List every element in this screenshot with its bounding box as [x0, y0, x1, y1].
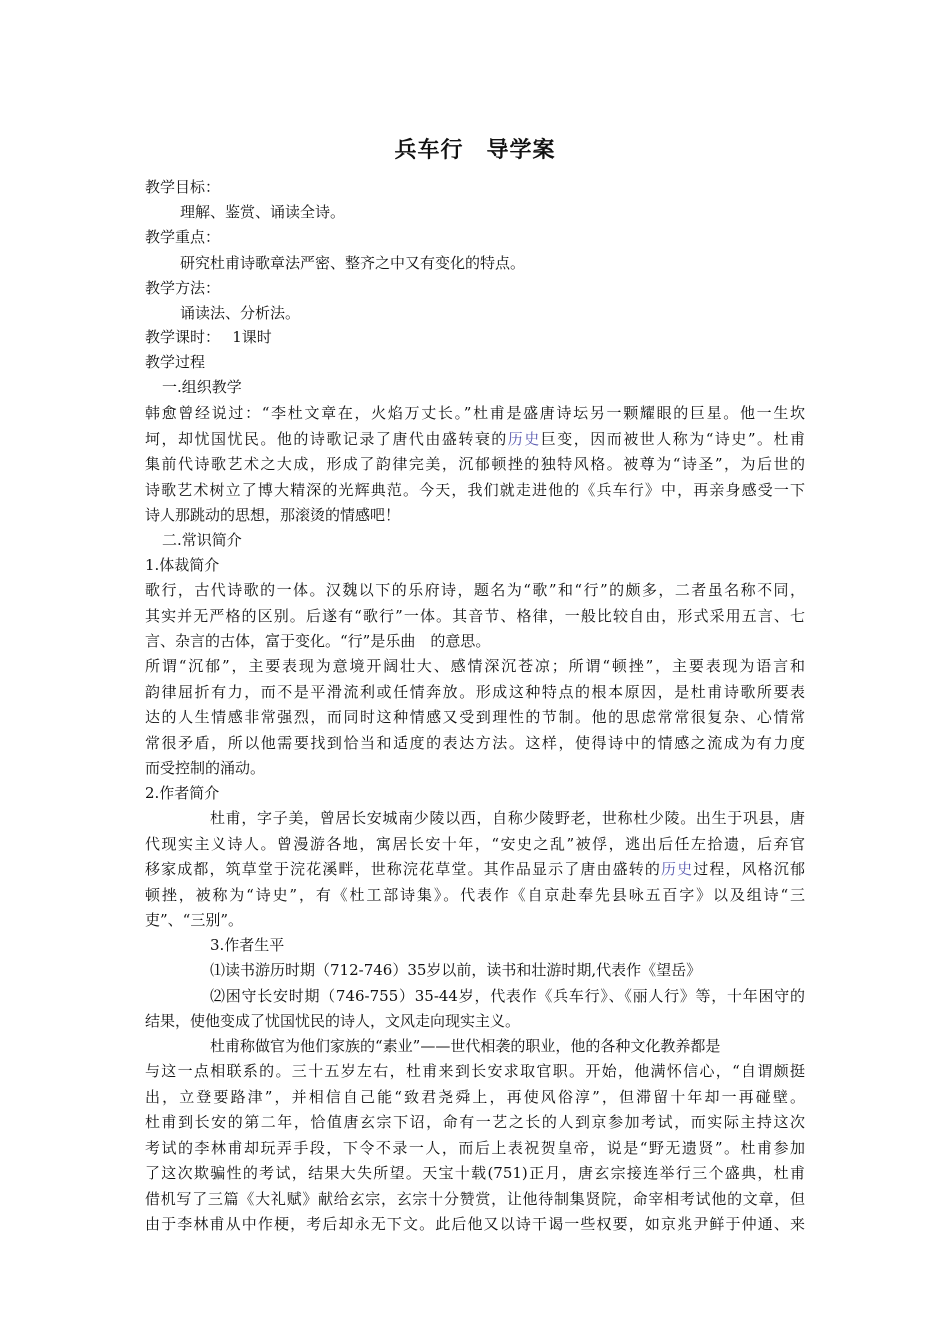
- paragraph-line: 杜甫称做官为他们家族的“素业”——世代相袭的职业，他的各种文化教养都是: [210, 1037, 721, 1055]
- paragraph-line: 诗人那跳动的思想，那滚烫的情感吧！: [145, 506, 401, 524]
- paragraph-line: 了这次欺骗性的考试，结果大失所望。天宝十载(751)正月，唐玄宗接连举行三个盛典，杜甫: [145, 1164, 805, 1182]
- heading-methods: 教学方法：: [145, 279, 221, 297]
- paragraph-line: 考试的李林甫却玩弄手段，下令不录一人，而后上表祝贺皇帝，说是“野无遗贤”。杜甫参加: [145, 1139, 805, 1157]
- paragraph-line: 移家成都，筑草堂于浣花溪畔，世称浣花草堂。其作品显示了唐由盛转的历史过程，风格沉郁: [145, 860, 805, 878]
- paragraph-line: ⑵困守长安时期（746-755）35-44岁，代表作《兵车行》、《丽人行》等，十年困守的: [210, 987, 805, 1005]
- heading-objectives: 教学目标：: [145, 178, 221, 196]
- paragraph-line: 坷，却忧国忧民。他的诗歌记录了唐代由盛转衰的历史巨变，因而被世人称为“诗史”。杜甫: [145, 430, 805, 448]
- paragraph-line: 而受控制的涌动。: [145, 759, 266, 777]
- heading-key-points: 教学重点：: [145, 228, 221, 246]
- paragraph-line: 集前代诗歌艺术之大成，形成了韵律完美，沉郁顿挫的独特风格。被尊为“诗圣”，为后世的: [145, 455, 805, 473]
- section-heading: 一.组织教学: [162, 378, 242, 396]
- paragraph-line: 韩愈曾经说过：“李杜文章在，火焰万丈长。”杜甫是盛唐诗坛另一颗耀眼的巨星。他一生坎: [145, 404, 805, 422]
- paragraph-line: 杜甫，字子美，曾居长安城南少陵以西，自称少陵野老，世称杜少陵。出生于巩县，唐: [210, 809, 805, 827]
- paragraph-line: 出，立登要路津”，并相信自己能“致君尧舜上，再使风俗淳”，但滞留十年却一再碰壁。: [145, 1088, 805, 1106]
- paragraph-line: 代现实主义诗人。曾漫游各地，寓居长安十年，“安史之乱”被俘，逃出后任左拾遗，后弃官: [145, 835, 805, 853]
- paragraph-line: 借机写了三篇《大礼赋》献给玄宗，玄宗十分赞赏，让他待制集贤院，命宰相考试他的文章，但: [145, 1190, 805, 1208]
- heading-process: 教学过程: [145, 353, 206, 371]
- subsection-heading: 2.作者简介: [145, 784, 220, 802]
- document-title: 兵车行 导学案: [394, 138, 556, 163]
- heading-class-hours: 教学课时： 1课时: [145, 328, 272, 346]
- paragraph-line: ⑴读书游历时期（712-746）35岁以前，读书和壮游时期,代表作《望岳》: [210, 961, 702, 979]
- paragraph-line: 其实并无严格的区别。后遂有“歌行”一体。其音节、格律，一般比较自由，形式采用五言、七: [145, 607, 805, 625]
- paragraph-line: 诵读法、分析法。: [180, 304, 301, 322]
- paragraph-line: 顿挫，被称为“诗史”，有《杜工部诗集》。代表作《自京赴奉先县咏五百字》以及组诗“三: [145, 886, 805, 904]
- paragraph-line: 与这一点相联系的。三十五岁左右，杜甫来到长安求取官职。开始，他满怀信心，“自谓颇挺: [145, 1062, 805, 1080]
- paragraph-line: 诗歌艺术树立了博大精深的光辉典范。今天，我们就走进他的《兵车行》中，再亲身感受一下: [145, 481, 805, 499]
- paragraph-line: 所谓“沉郁”，主要表现为意境开阔壮大、感情深沉苍凉；所谓“顿挫”，主要表现为语言和: [145, 657, 805, 675]
- section-heading: 二.常识简介: [162, 531, 242, 549]
- paragraph-line: 韵律屈折有力，而不是平滑流利或任情奔放。形成这种特点的根本原因，是杜甫诗歌所要表: [145, 683, 805, 701]
- paragraph-line: 吏”、“三别”。: [145, 911, 244, 929]
- paragraph-line: 歌行，古代诗歌的一体。汉魏以下的乐府诗，题名为“歌”和“行”的颇多，二者虽名称不同，: [145, 581, 805, 599]
- paragraph-line: 研究杜甫诗歌章法严密、整齐之中又有变化的特点。: [180, 254, 526, 272]
- subsection-heading: 3.作者生平: [210, 936, 285, 954]
- paragraph-line: 结果，使他变成了忧国忧民的诗人，文风走向现实主义。: [145, 1012, 521, 1030]
- subsection-heading: 1.体裁简介: [145, 556, 220, 574]
- paragraph-line: 杜甫到长安的第二年，恰值唐玄宗下诏，命有一艺之长的人到京参加考试，而实际主持这次: [145, 1113, 805, 1131]
- paragraph-line: 达的人生情感非常强烈，而同时这种情感又受到理性的节制。他的思虑常常很复杂、心情常: [145, 708, 805, 726]
- paragraph-line: 由于李林甫从中作梗，考后却永无下文。此后他又以诗干谒一些权要，如京兆尹鲜于仲通、来: [145, 1215, 805, 1233]
- paragraph-line: 常很矛盾，所以他需要找到恰当和适度的表达方法。这样，使得诗中的情感之流成为有力度: [145, 734, 805, 752]
- paragraph-line: 言、杂言的古体，富于变化。“行”是乐曲 的意思。: [145, 632, 491, 650]
- paragraph-line: 理解、鉴赏、诵读全诗。: [180, 203, 346, 221]
